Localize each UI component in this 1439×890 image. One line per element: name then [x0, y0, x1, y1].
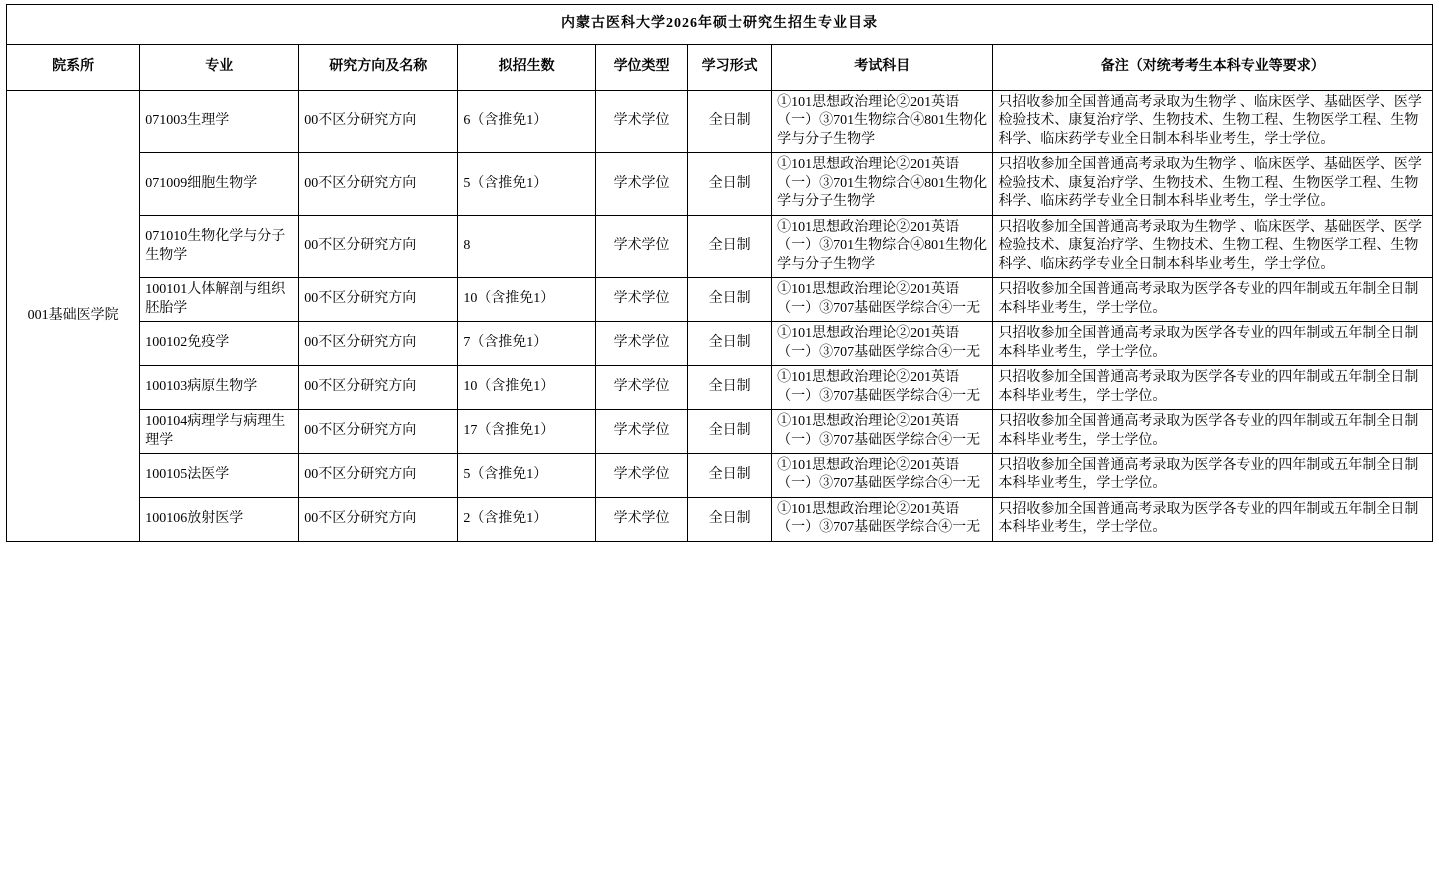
remarks: 只招收参加全国普通高考录取为医学各专业的四年制或五年制全日制本科毕业考生，学士学位。 [993, 410, 1433, 454]
planned-enrollment: 6（含推免1） [458, 91, 596, 153]
exam-subjects: ①101思想政治理论②201英语（一）③707基础医学综合④一无 [772, 453, 993, 497]
major-name: 071003生理学 [140, 91, 299, 153]
exam-subjects: ①101思想政治理论②201英语（一）③701生物综合④801生物化学与分子生物学 [772, 153, 993, 215]
major-name: 100105法医学 [140, 453, 299, 497]
remarks: 只招收参加全国普通高考录取为生物学 、临床医学、基础医学、医学检验技术、康复治疗学、生物技术、生物工程、生物医学工程、生物科学、临床药学专业全日制本科毕业考生，学士学位。 [993, 91, 1433, 153]
study-mode: 全日制 [688, 366, 772, 410]
table-header-row [7, 45, 1433, 91]
degree-type: 学术学位 [595, 215, 687, 277]
column-header-major: 专业 [140, 45, 299, 91]
column-header-department: 院系所 [7, 45, 140, 91]
degree-type: 学术学位 [595, 153, 687, 215]
department-name: 001基础医学院 [7, 91, 140, 542]
planned-enrollment: 10（含推免1） [458, 278, 596, 322]
exam-subjects: ①101思想政治理论②201英语（一）③707基础医学综合④一无 [772, 366, 993, 410]
degree-type: 学术学位 [595, 278, 687, 322]
column-header-remarks: 备注（对统考考生本科专业等要求） [993, 45, 1433, 91]
remarks: 只招收参加全国普通高考录取为医学各专业的四年制或五年制全日制本科毕业考生，学士学位。 [993, 497, 1433, 541]
exam-subjects: ①101思想政治理论②201英语（一）③701生物综合④801生物化学与分子生物学 [772, 91, 993, 153]
major-name: 100106放射医学 [140, 497, 299, 541]
exam-subjects: ①101思想政治理论②201英语（一）③701生物综合④801生物化学与分子生物学 [772, 215, 993, 277]
research-direction: 00不区分研究方向 [299, 278, 458, 322]
admissions-catalog-table [6, 4, 1433, 542]
remarks: 只招收参加全国普通高考录取为医学各专业的四年制或五年制全日制本科毕业考生，学士学位。 [993, 278, 1433, 322]
research-direction: 00不区分研究方向 [299, 453, 458, 497]
study-mode: 全日制 [688, 278, 772, 322]
degree-type: 学术学位 [595, 453, 687, 497]
table-title-row [7, 5, 1433, 45]
study-mode: 全日制 [688, 453, 772, 497]
study-mode: 全日制 [688, 497, 772, 541]
research-direction: 00不区分研究方向 [299, 91, 458, 153]
research-direction: 00不区分研究方向 [299, 366, 458, 410]
research-direction: 00不区分研究方向 [299, 322, 458, 366]
study-mode: 全日制 [688, 410, 772, 454]
remarks: 只招收参加全国普通高考录取为医学各专业的四年制或五年制全日制本科毕业考生，学士学位。 [993, 366, 1433, 410]
table-row [7, 215, 1433, 277]
table-row [7, 278, 1433, 322]
exam-subjects: ①101思想政治理论②201英语（一）③707基础医学综合④一无 [772, 497, 993, 541]
major-name: 100102免疫学 [140, 322, 299, 366]
column-header-degree-type: 学位类型 [595, 45, 687, 91]
study-mode: 全日制 [688, 215, 772, 277]
planned-enrollment: 8 [458, 215, 596, 277]
research-direction: 00不区分研究方向 [299, 215, 458, 277]
major-name: 071009细胞生物学 [140, 153, 299, 215]
major-name: 100101人体解剖与组织胚胎学 [140, 278, 299, 322]
remarks: 只招收参加全国普通高考录取为生物学 、临床医学、基础医学、医学检验技术、康复治疗学、生物技术、生物工程、生物医学工程、生物科学、临床药学专业全日制本科毕业考生，学士学位。 [993, 153, 1433, 215]
degree-type: 学术学位 [595, 91, 687, 153]
remarks: 只招收参加全国普通高考录取为生物学 、临床医学、基础医学、医学检验技术、康复治疗学、生物技术、生物工程、生物医学工程、生物科学、临床药学专业全日制本科毕业考生，学士学位。 [993, 215, 1433, 277]
table-row [7, 410, 1433, 454]
degree-type: 学术学位 [595, 410, 687, 454]
planned-enrollment: 5（含推免1） [458, 153, 596, 215]
research-direction: 00不区分研究方向 [299, 497, 458, 541]
column-header-study-mode: 学习形式 [688, 45, 772, 91]
document-page [0, 4, 1439, 890]
research-direction: 00不区分研究方向 [299, 410, 458, 454]
degree-type: 学术学位 [595, 322, 687, 366]
table-row [7, 322, 1433, 366]
exam-subjects: ①101思想政治理论②201英语（一）③707基础医学综合④一无 [772, 278, 993, 322]
table-row [7, 497, 1433, 541]
planned-enrollment: 17（含推免1） [458, 410, 596, 454]
table-row [7, 91, 1433, 153]
study-mode: 全日制 [688, 91, 772, 153]
degree-type: 学术学位 [595, 497, 687, 541]
remarks: 只招收参加全国普通高考录取为医学各专业的四年制或五年制全日制本科毕业考生，学士学位。 [993, 453, 1433, 497]
table-row [7, 366, 1433, 410]
column-header-research-direction: 研究方向及名称 [299, 45, 458, 91]
column-header-planned-enrollment: 拟招生数 [458, 45, 596, 91]
major-name: 100104病理学与病理生理学 [140, 410, 299, 454]
major-name: 100103病原生物学 [140, 366, 299, 410]
column-header-exam-subjects: 考试科目 [772, 45, 993, 91]
major-name: 071010生物化学与分子生物学 [140, 215, 299, 277]
table-row [7, 453, 1433, 497]
research-direction: 00不区分研究方向 [299, 153, 458, 215]
planned-enrollment: 2（含推免1） [458, 497, 596, 541]
planned-enrollment: 10（含推免1） [458, 366, 596, 410]
degree-type: 学术学位 [595, 366, 687, 410]
table-row [7, 153, 1433, 215]
planned-enrollment: 5（含推免1） [458, 453, 596, 497]
exam-subjects: ①101思想政治理论②201英语（一）③707基础医学综合④一无 [772, 410, 993, 454]
remarks: 只招收参加全国普通高考录取为医学各专业的四年制或五年制全日制本科毕业考生，学士学位。 [993, 322, 1433, 366]
planned-enrollment: 7（含推免1） [458, 322, 596, 366]
study-mode: 全日制 [688, 153, 772, 215]
exam-subjects: ①101思想政治理论②201英语（一）③707基础医学综合④一无 [772, 322, 993, 366]
study-mode: 全日制 [688, 322, 772, 366]
page-title: 内蒙古医科大学2026年硕士研究生招生专业目录 [7, 5, 1433, 45]
